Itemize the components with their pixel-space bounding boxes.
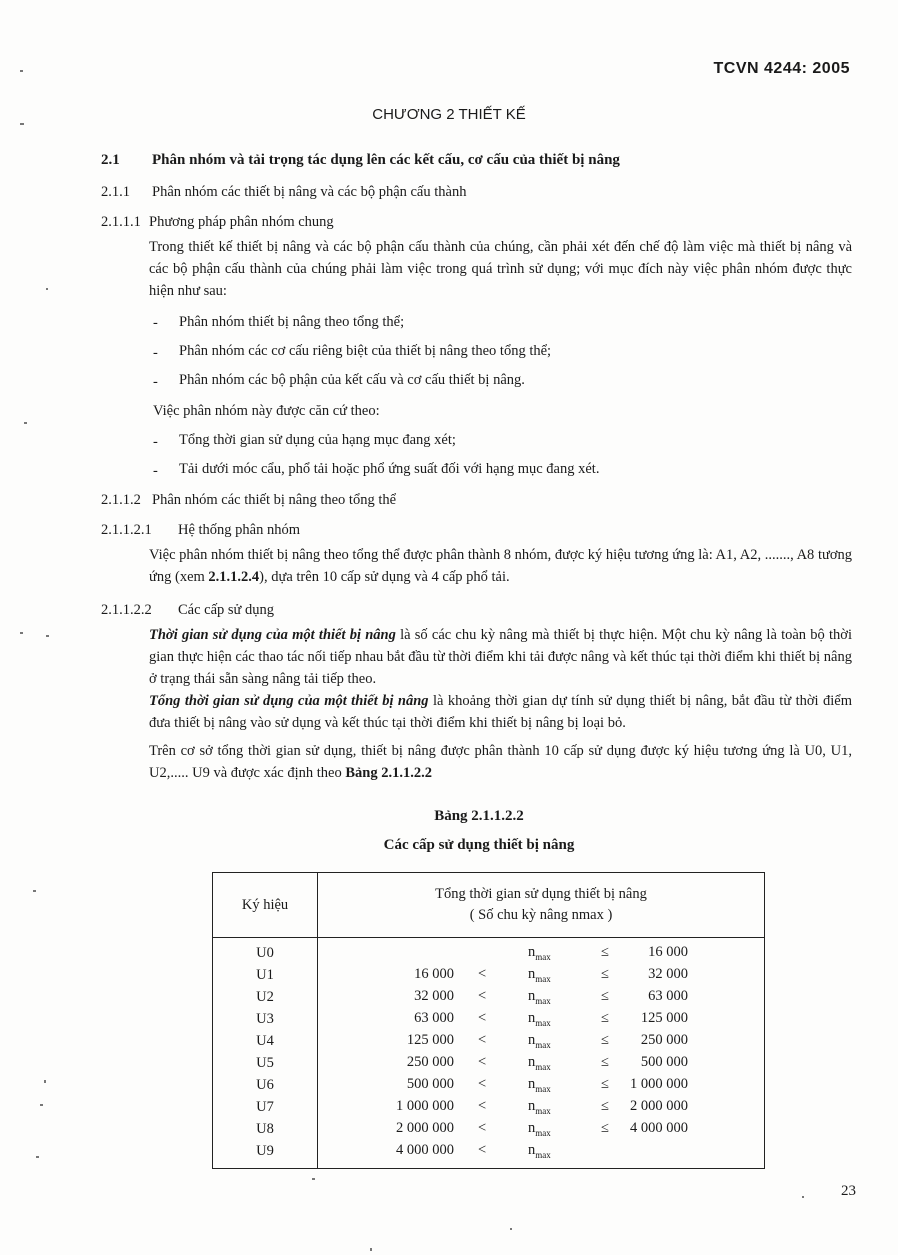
range-upper-bound: 500 000 <box>640 1054 688 1070</box>
usage-class-symbol: U0 <box>256 945 274 961</box>
range-upper-bound: 16 000 <box>648 944 688 960</box>
usage-class-symbol: U3 <box>256 1011 274 1027</box>
max-subscript: max <box>535 1105 551 1116</box>
less-or-equal-sign: ≤ <box>601 1076 609 1092</box>
bullet-item: Phân nhóm thiết bị nâng theo tổng thể; <box>179 314 405 330</box>
n-letter: n <box>528 966 536 982</box>
table-title: Các cấp sử dụng thiết bị nâng <box>383 837 575 853</box>
less-than-sign: < <box>478 966 487 982</box>
bullet-item: Phân nhóm các bộ phận của kết cấu và cơ cấu thiết bị nâng. <box>179 372 525 388</box>
range-upper-bound: 63 000 <box>648 988 688 1004</box>
scan-speck <box>370 1248 372 1251</box>
usage-class-symbol: U7 <box>256 1099 274 1115</box>
usage-class-symbol: U9 <box>256 1143 274 1159</box>
bullet-item: Tổng thời gian sử dụng của hạng mục đang xét; <box>179 432 456 448</box>
standard-code: TCVN 4244: 2005 <box>713 60 850 77</box>
n-max-symbol <box>528 988 551 1006</box>
range-lower-bound: 125 000 <box>406 1032 454 1048</box>
scan-speck <box>20 70 23 72</box>
scan-speck <box>20 632 23 634</box>
bullet-dash: - <box>153 463 158 479</box>
less-than-sign: < <box>478 1098 487 1114</box>
paragraph-text: Trên cơ sở tổng thời gian sử dụng, thiết bị nâng được phân thành 10 cấp sử dụng được ký hiệu tương ứng là U0, U1, U2,..... U9 và được xác định theo <box>149 743 852 781</box>
section-2-1-1-1-number: 2.1.1.1 <box>101 214 141 230</box>
section-2-1-1-number: 2.1.1 <box>101 184 130 200</box>
section-2-1-1-2-title: Phân nhóm các thiết bị nâng theo tổng thể <box>152 492 397 508</box>
grouping-system-paragraph <box>149 544 852 588</box>
less-or-equal-sign: ≤ <box>601 966 609 982</box>
max-subscript: max <box>535 995 551 1006</box>
scan-speck <box>46 288 48 290</box>
less-or-equal-sign: ≤ <box>601 988 609 1004</box>
section-2-1-title: Phân nhóm và tải trọng tác dụng lên các kết cấu, cơ cấu của thiết bị nâng <box>152 152 620 168</box>
scan-speck <box>40 1104 43 1106</box>
less-than-sign: < <box>478 1142 487 1158</box>
section-reference: 2.1.1.2.4 <box>208 569 260 585</box>
less-than-sign: < <box>478 1120 487 1136</box>
range-upper-bound: 32 000 <box>648 966 688 982</box>
less-or-equal-sign: ≤ <box>601 1010 609 1026</box>
n-max-symbol <box>528 1076 551 1094</box>
range-upper-bound: 2 000 000 <box>630 1098 688 1114</box>
range-lower-bound: 4 000 000 <box>396 1142 454 1158</box>
usage-class-range <box>318 964 764 986</box>
bullet-dash: - <box>153 315 158 331</box>
less-than-sign: < <box>478 1076 487 1092</box>
n-letter: n <box>528 1076 536 1092</box>
section-2-1-1-2-2-title: Các cấp sử dụng <box>178 602 275 618</box>
max-subscript: max <box>535 1039 551 1050</box>
scan-speck <box>46 635 49 637</box>
n-max-symbol <box>528 1098 551 1116</box>
grouping-basis-label: Việc phân nhóm này được căn cứ theo: <box>153 403 380 419</box>
header-symbol: Ký hiệu <box>213 873 318 938</box>
less-than-sign: < <box>478 1010 487 1026</box>
chapter-title: CHƯƠNG 2 THIẾT KẾ <box>372 106 526 123</box>
n-max-symbol <box>528 966 551 984</box>
usage-class-symbol: U8 <box>256 1121 274 1137</box>
max-subscript: max <box>535 973 551 984</box>
section-2-1-1-2-1-number: 2.1.1.2.1 <box>101 522 152 538</box>
paragraph-text: ), dựa trên 10 cấp sử dụng và 4 cấp phổ tải. <box>259 569 510 585</box>
range-lower-bound: 63 000 <box>414 1010 454 1026</box>
n-letter: n <box>528 1120 536 1136</box>
section-2-1-1-title: Phân nhóm các thiết bị nâng và các bộ phận cấu thành <box>152 184 467 200</box>
header-total-usage <box>318 873 765 938</box>
less-or-equal-sign: ≤ <box>601 1120 609 1136</box>
scan-speck <box>33 890 36 892</box>
table-header-row <box>213 873 765 938</box>
max-subscript: max <box>535 1127 551 1138</box>
n-letter: n <box>528 1142 536 1158</box>
scan-speck <box>44 1080 46 1083</box>
range-lower-bound: 500 000 <box>406 1076 454 1092</box>
range-lower-bound: 250 000 <box>406 1054 454 1070</box>
defined-term: Tổng thời gian sử dụng của một thiết bị nâng <box>149 693 429 709</box>
definition-text: là khoảng thời gian dự tính sử dụng thiết bị nâng, bắt đầu từ thời điểm đưa thiết bị nâng vào sử dụng và kết thúc tại thời điểm khi thiết bị nâng bị loại bỏ. <box>149 693 852 731</box>
range-upper-bound: 4 000 000 <box>630 1120 688 1136</box>
n-letter: n <box>528 1010 536 1026</box>
scan-speck <box>36 1156 39 1158</box>
total-usage-time-definition <box>149 690 852 734</box>
max-subscript: max <box>535 951 551 962</box>
n-max-symbol <box>528 1054 551 1072</box>
section-2-1-1-2-2-number: 2.1.1.2.2 <box>101 602 152 618</box>
n-letter: n <box>528 1054 536 1070</box>
defined-term: Thời gian sử dụng của một thiết bị nâng <box>149 627 396 643</box>
usage-classes-table <box>212 872 765 1169</box>
n-max-symbol <box>528 1032 551 1050</box>
table-reference: Bảng 2.1.1.2.2 <box>345 765 432 781</box>
max-subscript: max <box>535 1061 551 1072</box>
usage-class-range <box>318 986 764 1008</box>
bullet-dash: - <box>153 374 158 390</box>
scan-speck <box>20 123 24 125</box>
n-max-symbol <box>528 944 551 962</box>
symbol-column <box>213 938 318 1169</box>
header-line: ( Số chu kỳ nâng nmax ) <box>469 907 613 923</box>
definition-text: là số các chu kỳ nâng mà thiết bị thực hiện. Một chu kỳ nâng là toàn bộ thời gian thực hiện các thao tác nối tiếp nhau bắt đầu từ thời điểm khi tải được nâng và kết thúc tại thời điểm khi thiết bị nâng ở trạng thái sẵn sàng nâng tải tiếp theo. <box>149 627 852 687</box>
max-subscript: max <box>535 1149 551 1160</box>
n-letter: n <box>528 1098 536 1114</box>
n-letter: n <box>528 944 536 960</box>
less-or-equal-sign: ≤ <box>601 1032 609 1048</box>
n-letter: n <box>528 1032 536 1048</box>
usage-class-symbol: U2 <box>256 989 274 1005</box>
range-lower-bound: 32 000 <box>414 988 454 1004</box>
max-subscript: max <box>535 1017 551 1028</box>
section-2-1-1-1-title: Phương pháp phân nhóm chung <box>149 214 334 230</box>
usage-class-range <box>318 1096 764 1118</box>
scan-speck <box>510 1228 512 1230</box>
bullet-dash: - <box>153 345 158 361</box>
bullet-dash: - <box>153 434 158 450</box>
usage-class-symbol: U6 <box>256 1077 274 1093</box>
scan-speck <box>802 1196 804 1198</box>
range-column <box>318 938 765 1169</box>
range-upper-bound: 1 000 000 <box>630 1076 688 1092</box>
section-2-1-1-2-1-title: Hệ thống phân nhóm <box>178 522 301 538</box>
usage-class-range <box>318 942 764 964</box>
range-lower-bound: 16 000 <box>414 966 454 982</box>
usage-class-range <box>318 1030 764 1052</box>
section-2-1-number: 2.1 <box>101 152 120 168</box>
usage-classes-paragraph <box>149 740 852 784</box>
range-lower-bound: 1 000 000 <box>396 1098 454 1114</box>
table-caption: Bảng 2.1.1.2.2 <box>434 808 524 824</box>
usage-class-range <box>318 1074 764 1096</box>
usage-class-symbol: U4 <box>256 1033 274 1049</box>
n-max-symbol <box>528 1010 551 1028</box>
range-upper-bound: 125 000 <box>640 1010 688 1026</box>
scan-speck <box>312 1178 315 1180</box>
usage-class-range <box>318 1008 764 1030</box>
bullet-item: Tải dưới móc cẩu, phổ tải hoặc phổ ứng suất đối với hạng mục đang xét. <box>179 461 600 477</box>
section-2-1-1-2-number: 2.1.1.2 <box>101 492 141 508</box>
less-or-equal-sign: ≤ <box>601 944 609 960</box>
less-or-equal-sign: ≤ <box>601 1098 609 1114</box>
usage-class-range <box>318 1140 764 1162</box>
less-than-sign: < <box>478 988 487 1004</box>
usage-class-symbol: U5 <box>256 1055 274 1071</box>
table-body <box>213 938 765 1169</box>
header-line: Tổng thời gian sử dụng thiết bị nâng <box>435 886 647 902</box>
n-max-symbol <box>528 1120 551 1138</box>
scan-speck <box>24 422 27 424</box>
usage-class-symbol: U1 <box>256 967 274 983</box>
less-than-sign: < <box>478 1032 487 1048</box>
n-letter: n <box>528 988 536 1004</box>
range-lower-bound: 2 000 000 <box>396 1120 454 1136</box>
usage-class-range <box>318 1118 764 1140</box>
usage-time-definition <box>149 624 852 690</box>
bullet-item: Phân nhóm các cơ cấu riêng biệt của thiết bị nâng theo tổng thể; <box>179 343 552 359</box>
paragraph-text: Việc phân nhóm thiết bị nâng theo tổng thể được phân thành 8 nhóm, được ký hiệu tương ứng là: A1, A2, ......., A8 tương ứng (xem <box>149 547 852 585</box>
n-max-symbol <box>528 1142 551 1160</box>
less-or-equal-sign: ≤ <box>601 1054 609 1070</box>
grouping-intro-paragraph: Trong thiết kế thiết bị nâng và các bộ phận cấu thành của chúng, cần phải xét đến chế độ làm việc mà thiết bị nâng và các bộ phận cấu thành của chúng phải làm việc trong quá trình sử dụng; với mục đích này việc phân nhóm được thực hiện như sau: <box>149 239 852 299</box>
usage-class-range <box>318 1052 764 1074</box>
page-number: 23 <box>841 1183 856 1199</box>
range-upper-bound: 250 000 <box>640 1032 688 1048</box>
less-than-sign: < <box>478 1054 487 1070</box>
max-subscript: max <box>535 1083 551 1094</box>
